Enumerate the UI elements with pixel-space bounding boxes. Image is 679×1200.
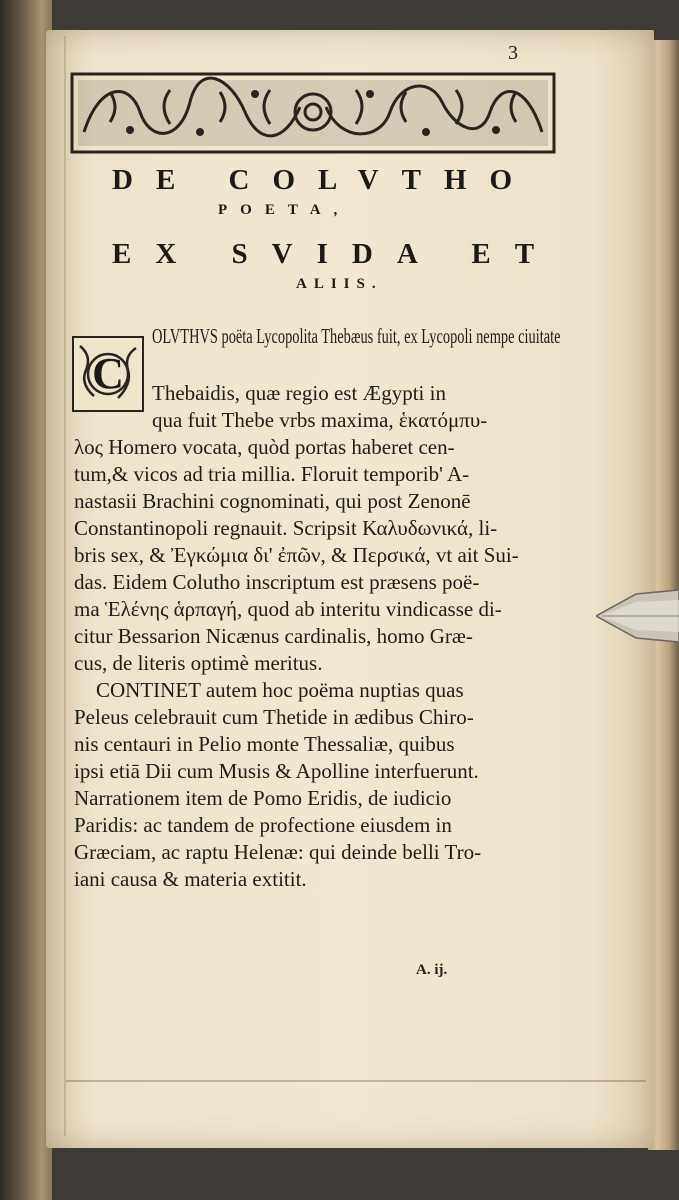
body-line: citur Bessarion Nicænus cardinalis, homo Græ- [74, 624, 473, 648]
page-number: 3 [508, 42, 518, 64]
body-line: iani causa & materia extitit. [74, 867, 307, 891]
body-line: ma Ἑλένης ἁρπαγή, quod ab interitu vindicasse di- [74, 597, 502, 621]
decorated-initial-letter [72, 336, 144, 412]
body-line: Paridis: ac tandem de profectione eiusdem in [74, 813, 452, 837]
body-line: Thebaidis, quæ regio est Ægypti in [152, 381, 446, 405]
body-line: tum,& vicos ad tria millia. Floruit temporib' A- [74, 462, 470, 486]
body-line: bris sex, & Ἐγκώμια δι' ἐπῶν, & Περσικά, vt ait Sui- [74, 543, 519, 567]
metal-page-clip [596, 586, 679, 646]
body-line: ipsi etiā Dii cum Musis & Apolline interfuerunt. [74, 759, 479, 783]
book-left-edge [0, 0, 52, 1200]
body-line: nastasii Brachini cognominati, qui post Zenonē [74, 489, 471, 513]
body-line: das. Eidem Coluthо inscriptum est præsens poë- [74, 570, 480, 594]
body-line: Constantinopoli regnauit. Scripsit Καλυδωνικά, li- [74, 516, 498, 540]
body-line: cus, de literis optimè meritus. [74, 651, 323, 675]
title-line-4: ALIIS. [296, 276, 383, 292]
page-gutter [64, 36, 66, 1136]
page-bottom-edge [66, 1080, 646, 1082]
drop-cap-letter: C [92, 349, 124, 398]
ornamental-headpiece [70, 72, 556, 154]
body-line: nis centauri in Pelio monte Thessaliæ, quibus [74, 732, 455, 756]
body-line: Peleus celebrauit cum Thetide in ædibus Chiro- [74, 705, 474, 729]
title-line-1: DE COLVTHO [112, 164, 536, 196]
title-line-3: EX SVIDA ET [112, 238, 559, 270]
body-line: Narrationem item de Pomo Eridis, de iudicio [74, 786, 452, 810]
signature-mark: A. ij. [416, 962, 448, 978]
body-line: λος Homero vocata, quòd portas haberet cen- [74, 435, 455, 459]
title-line-2: POETA, [218, 202, 351, 218]
body-line: Græciam, ac raptu Helenæ: qui deinde belli Tro- [74, 840, 482, 864]
body-line: OLVTHVS poëta Lycopolita Thebæus fuit, ex Lycopoli nempe ciuitate [152, 324, 561, 348]
body-line: qua fuit Thebe vrbs maxima, ἑκατόμπυ- [152, 408, 488, 432]
body-line: CONTINET autem hoc poëma nuptias quas [96, 678, 464, 702]
